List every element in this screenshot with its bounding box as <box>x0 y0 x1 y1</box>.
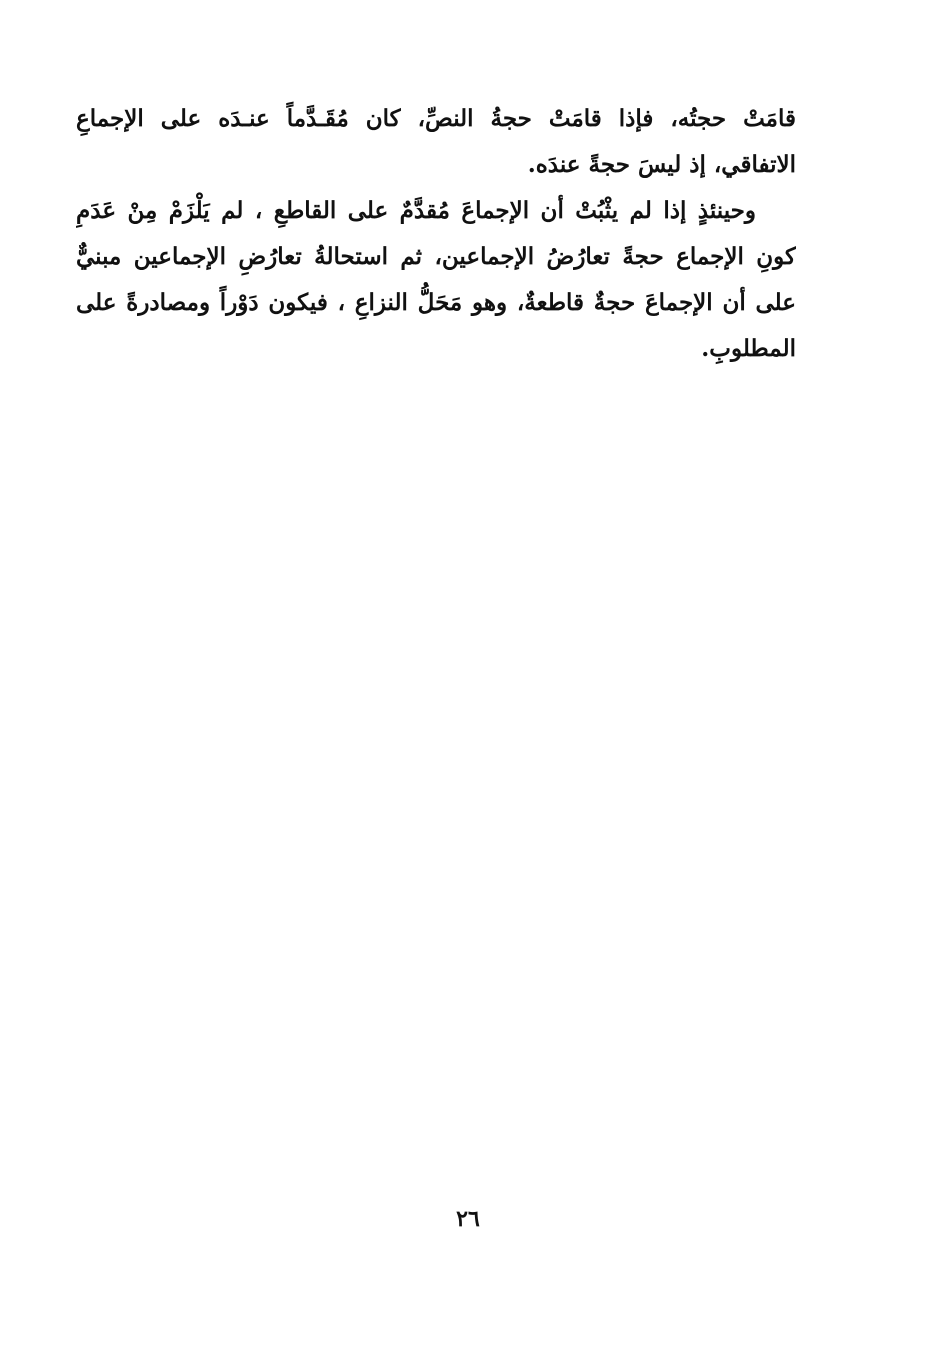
paragraph-2 <box>76 188 796 372</box>
text-line: المطلوبِ. <box>701 335 796 362</box>
text-line: على أن الإجماعَ حجةٌ قاطعةٌ، وهو مَحَلُّ النزاعِ ، فيكون دَوْراً ومصادرةً على <box>76 289 796 316</box>
text-line: كونِ الإجماع حجةً تعارُضُ الإجماعين، ثم استحالةُ تعارُضِ الإجماعين مبنيٌّ <box>76 243 796 270</box>
body-text <box>76 96 796 372</box>
text-line: الاتفاقي، إذ ليسَ حجةً عندَه. <box>527 151 796 178</box>
paragraph-1 <box>76 96 796 188</box>
page-number: ٢٦ <box>456 1206 480 1232</box>
text-line: قامَتْ حجتُه، فإذا قامَتْ حجةُ النصِّ، كان مُقَـدَّماً عنـدَه على الإجماعِ <box>76 105 796 132</box>
text-line: وحينئذٍ إذا لم يثْبُتْ أن الإجماعَ مُقدَّمٌ على القاطعِ ، لم يَلْزَمْ مِنْ عَدَمِ <box>76 197 756 224</box>
